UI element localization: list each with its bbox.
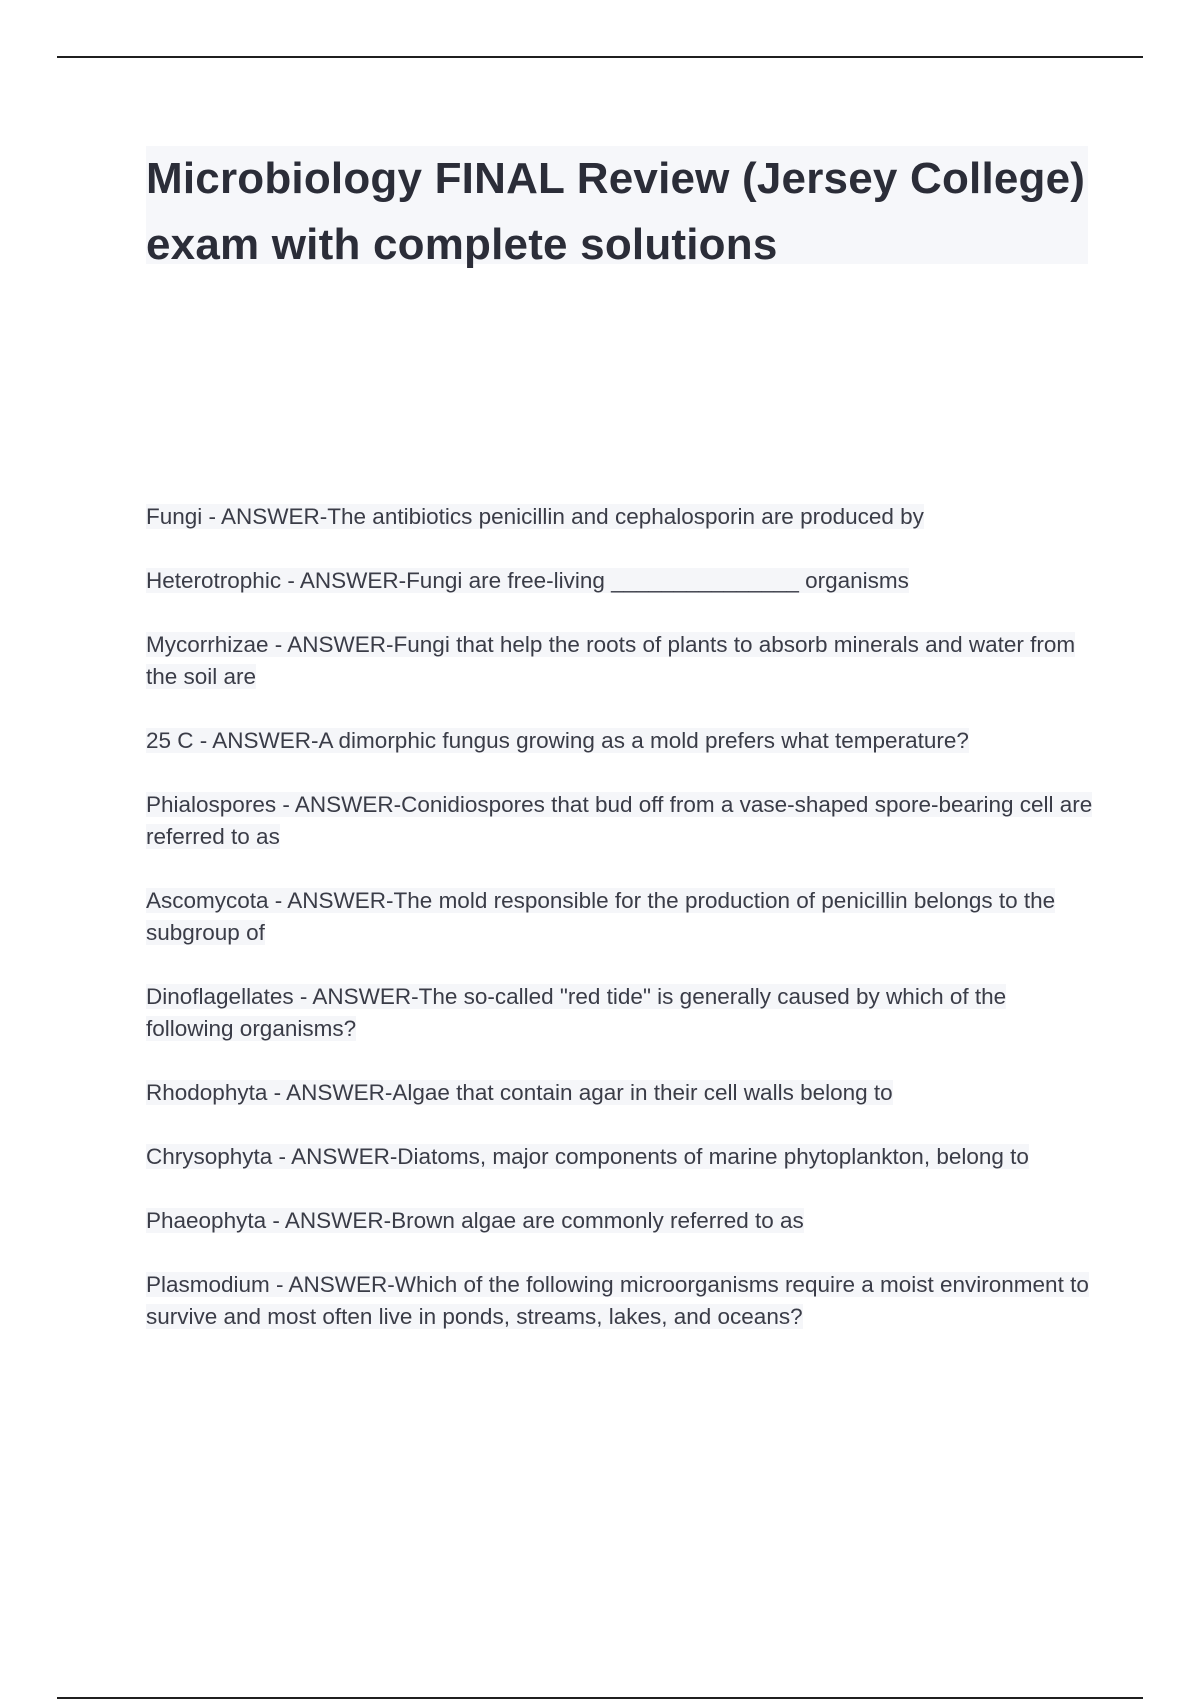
qa-list	[146, 501, 1096, 1365]
qa-item	[146, 885, 1096, 949]
qa-item-text: Phaeophyta - ANSWER-Brown algae are commonly referred to as	[146, 1208, 804, 1233]
qa-item-text: Fungi - ANSWER-The antibiotics penicillin and cephalosporin are produced by	[146, 504, 924, 529]
qa-item	[146, 565, 1096, 597]
qa-item-text: Ascomycota - ANSWER-The mold responsible for the production of penicillin belongs to the subgroup of	[146, 888, 1056, 945]
qa-item-text: 25 C - ANSWER-A dimorphic fungus growing as a mold prefers what temperature?	[146, 728, 969, 753]
qa-item	[146, 501, 1096, 533]
qa-item-text: Phialospores - ANSWER-Conidiospores that bud off from a vase-shaped spore-bearing cell are referred to as	[146, 792, 1093, 849]
bottom-rule	[57, 1697, 1143, 1699]
qa-item-text: Heterotrophic - ANSWER-Fungi are free-living _______________ organisms	[146, 568, 909, 593]
qa-item	[146, 1205, 1096, 1237]
title-block	[146, 146, 1088, 269]
page-title: Microbiology FINAL Review (Jersey College) exam with complete solutions	[146, 154, 1086, 269]
qa-item	[146, 1077, 1096, 1109]
qa-item-text: Chrysophyta - ANSWER-Diatoms, major components of marine phytoplankton, belong to	[146, 1144, 1029, 1169]
qa-item	[146, 1141, 1096, 1173]
qa-item	[146, 629, 1096, 693]
qa-item	[146, 725, 1096, 757]
qa-item	[146, 981, 1096, 1045]
top-rule	[57, 56, 1143, 58]
qa-item-text: Plasmodium - ANSWER-Which of the following microorganisms require a moist environment to survive and most often live in ponds, streams, lakes, and oceans?	[146, 1272, 1089, 1329]
qa-item-text: Dinoflagellates - ANSWER-The so-called "red tide" is generally caused by which of the following organisms?	[146, 984, 1007, 1041]
qa-item-text: Rhodophyta - ANSWER-Algae that contain agar in their cell walls belong to	[146, 1080, 893, 1105]
qa-item-text: Mycorrhizae - ANSWER-Fungi that help the roots of plants to absorb minerals and water from the soil are	[146, 632, 1076, 689]
qa-item	[146, 789, 1096, 853]
qa-item	[146, 1269, 1096, 1333]
